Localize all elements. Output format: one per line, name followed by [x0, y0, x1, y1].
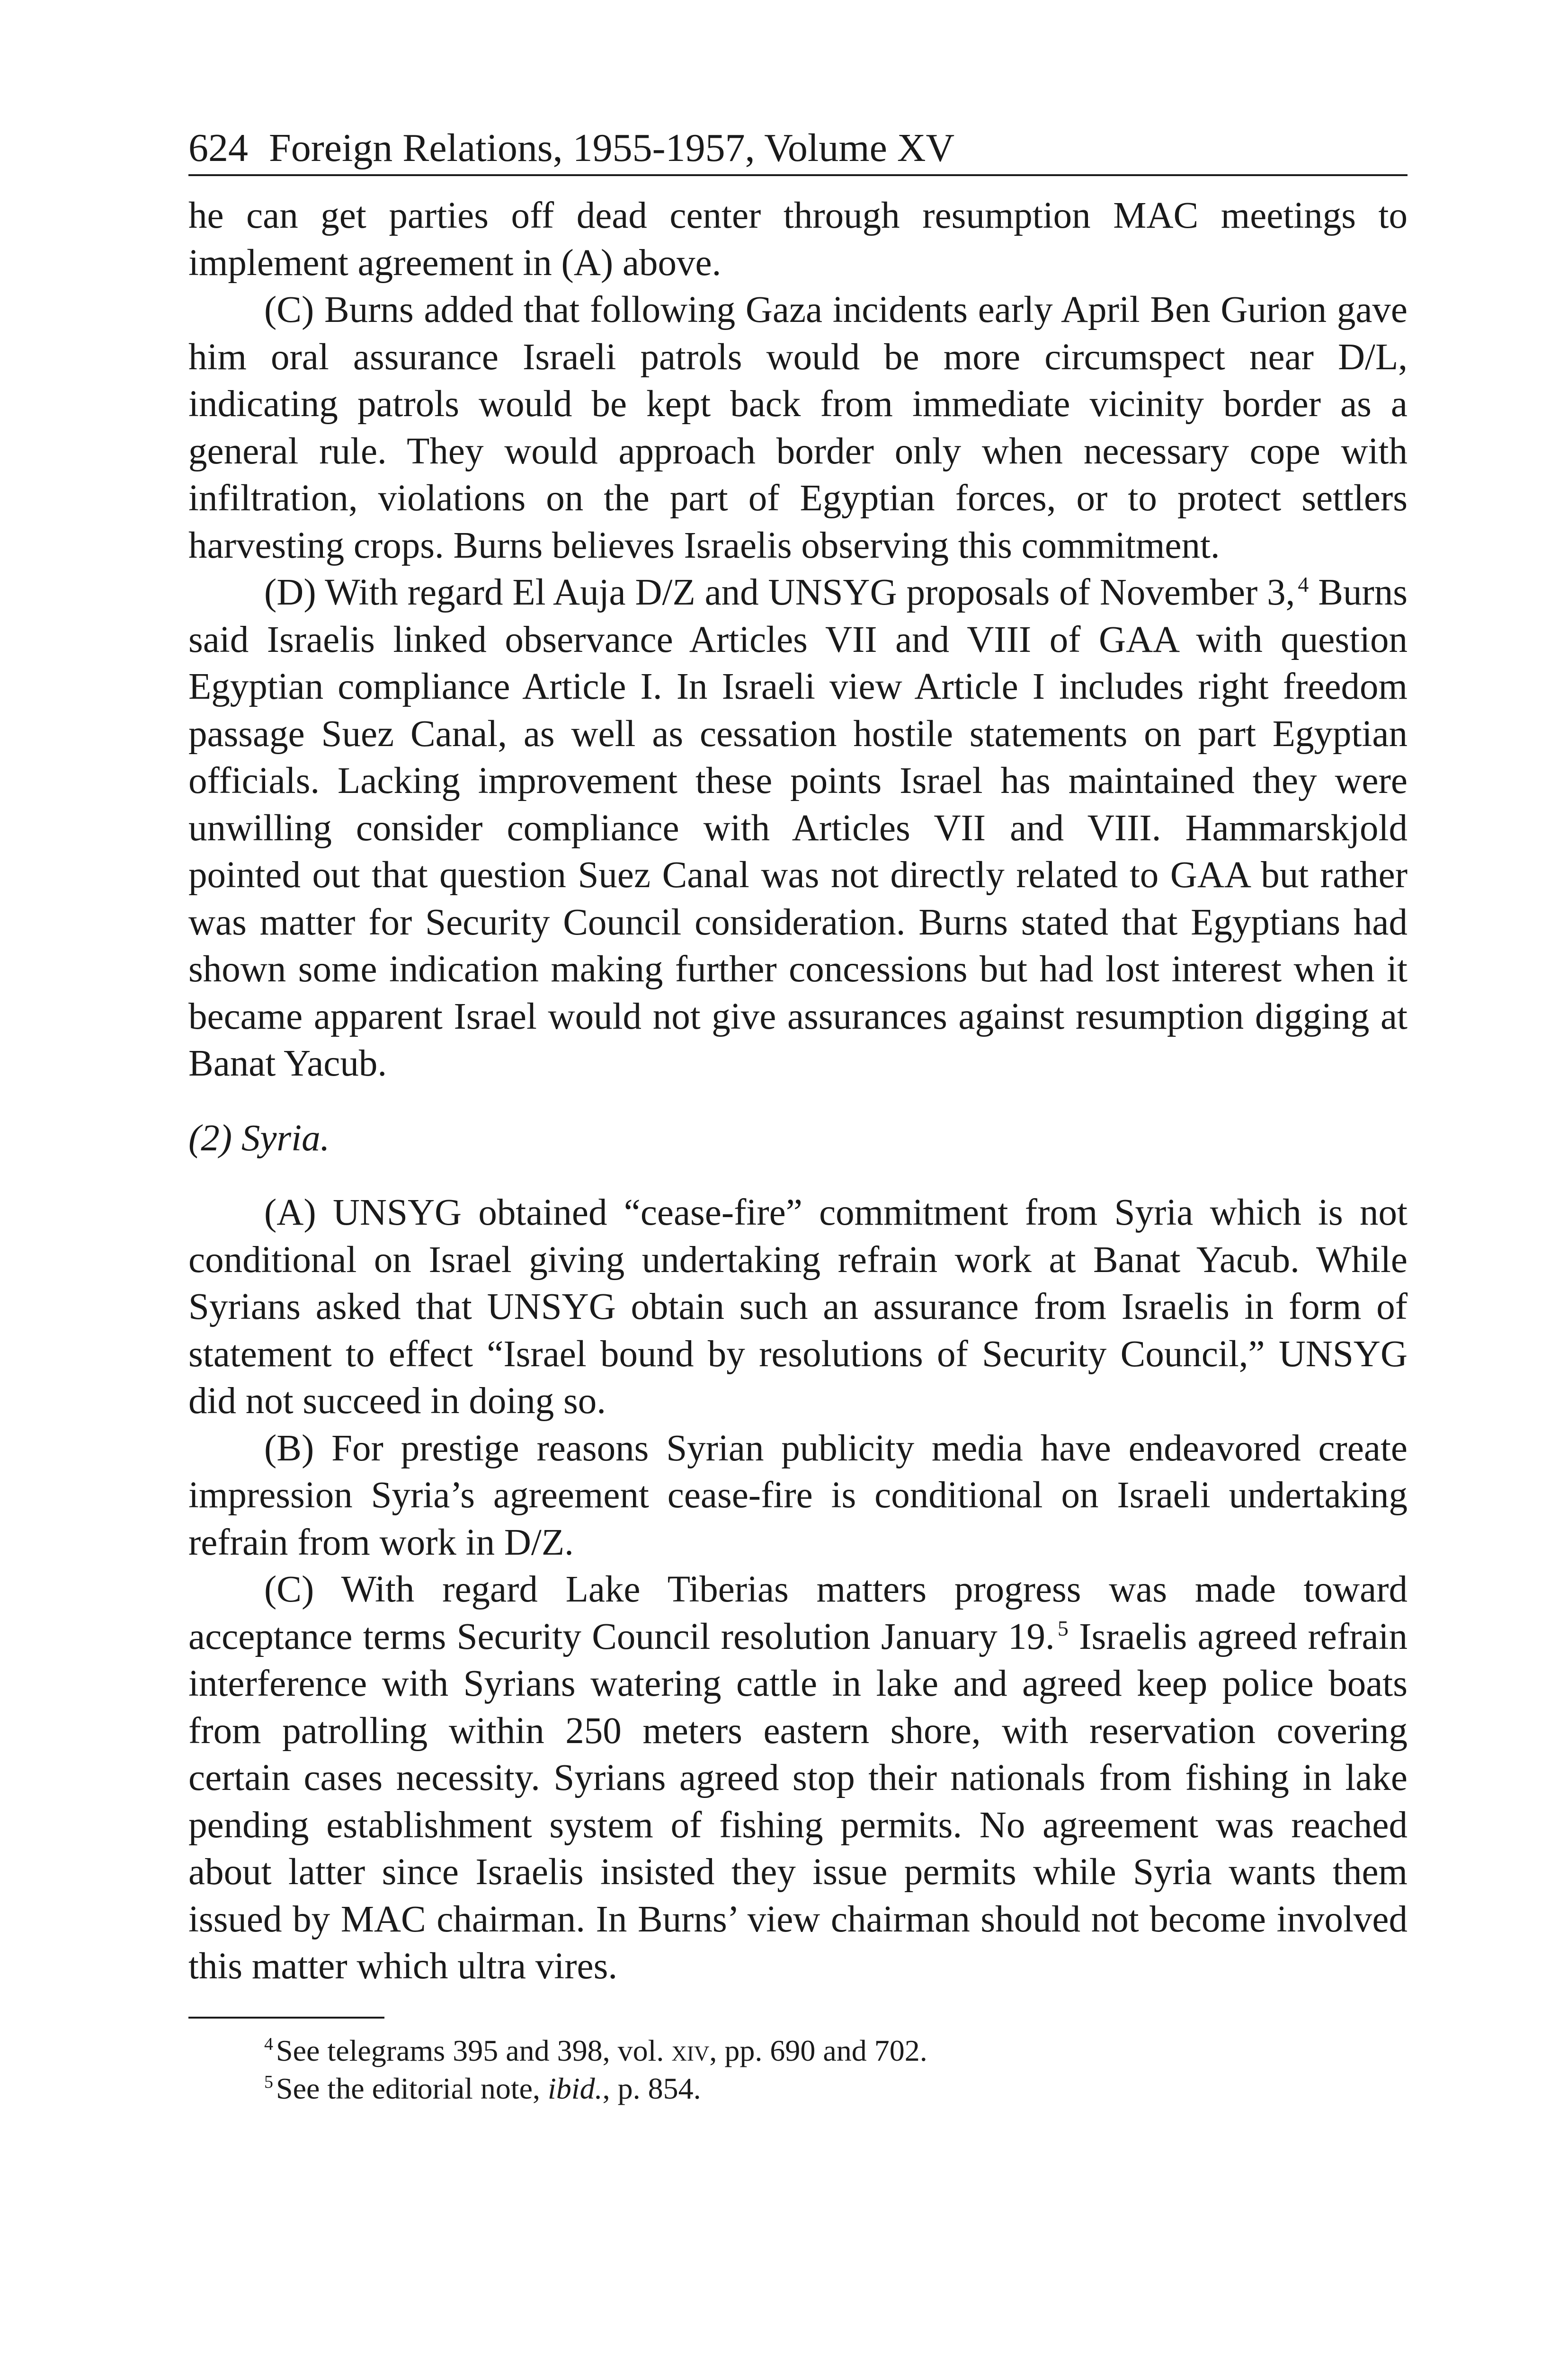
footnote-marker-5: 5	[264, 2072, 273, 2092]
paragraph-c-tiberias	[188, 1566, 1408, 1990]
page-number: 624	[188, 126, 248, 170]
running-title: Foreign Relations, 1955-1957, Volume XV	[269, 126, 955, 170]
body-text	[188, 192, 1408, 1990]
footnotes	[188, 2032, 1408, 2108]
paragraph-d-part2: Burns said Israelis linked observance Articles VII and VIII of GAA with question Egyptian compliance Article I. In Israeli view Article I includes right freedom passage Suez Canal, as well as cessation hostile statements on part Egyptian officials. Lacking improvement these points Israel has maintained they were unwilling consider compliance with Articles VII and VIII. Hammarskjold pointed out that question Suez Canal was not directly related to GAA but rather was matter for Security Council consideration. Burns stated that Egyptians had shown some indication making further concessions but had lost interest when it became apparent Israel would not give assurances against resumption digging at Banat Yacub.	[188, 572, 1408, 1084]
document-page	[188, 122, 1408, 2108]
paragraph-d-part1: (D) With regard El Auja D/Z and UNSYG proposals of November 3,	[264, 572, 1295, 613]
footnote-ref-4[interactable]: 4	[1298, 572, 1309, 596]
paragraph-b-prestige: (B) For prestige reasons Syrian publicity media have endeavored create impression Syria’s agreement cease-fire is conditional on Israeli undertaking refrain from work in D/Z.	[188, 1427, 1408, 1563]
footnote-5	[188, 2070, 1408, 2108]
footnote-4-text-before: See telegrams 395 and 398, vol.	[276, 2033, 672, 2067]
footnote-4-volume: xiv	[671, 2033, 710, 2067]
footnote-4-text-after: , pp. 690 and 702.	[709, 2033, 927, 2067]
paragraph-c-tiberias-part2: Israelis agreed refrain interference with Syrians watering cattle in lake and agreed keep police boats from patrolling within 250 meters eastern shore, with reservation covering certain cases necessity. Syrians agreed stop their nationals from fishing in lake pending establishment system of fishing permits. No agreement was reached about latter since Israelis insisted they issue permits while Syria wants them issued by MAC chairman. In Burns’ view chairman should not become involved this matter which ultra vires.	[188, 1616, 1408, 1987]
paragraph-c-gaza: (C) Burns added that following Gaza incidents early April Ben Gurion gave him oral assurance Israeli patrols would be more circumspect near D/L, indicating patrols would be kept back from immediate vicinity border as a general rule. They would approach border only when necessary cope with infiltration, violations on the part of Egyptian forces, or to protect settlers harvesting crops. Burns believes Israelis observing this commitment.	[188, 289, 1408, 566]
paragraph-c-tiberias-part1: (C) With regard Lake Tiberias matters progress was made toward acceptance terms Security Council resolution January 19.	[188, 1569, 1408, 1657]
footnote-4	[188, 2032, 1408, 2070]
footnote-5-text-after: , p. 854.	[602, 2071, 701, 2105]
paragraph-a-cease-fire: (A) UNSYG obtained “cease-fire” commitment from Syria which is not conditional on Israel giving undertaking refrain work at Banat Yacub. While Syrians asked that UNSYG obtain such an assurance from Israelis in form of statement to effect “Israel bound by resolutions of Security Council,” UNSYG did not succeed in doing so.	[188, 1192, 1408, 1422]
footnote-5-text-before: See the editorial note,	[276, 2071, 548, 2105]
footnote-5-ibid: ibid.	[548, 2071, 603, 2105]
footnote-ref-5[interactable]: 5	[1057, 1616, 1069, 1641]
running-header	[188, 122, 1408, 176]
paragraph-continuation: he can get parties off dead center through resumption MAC meetings to implement agreement in (A) above.	[188, 195, 1408, 284]
footnote-marker-4: 4	[264, 2034, 273, 2055]
section-heading-syria: (2) Syria.	[188, 1117, 330, 1159]
paragraph-d-el-auja	[188, 569, 1408, 1087]
footnote-rule	[188, 2017, 384, 2019]
